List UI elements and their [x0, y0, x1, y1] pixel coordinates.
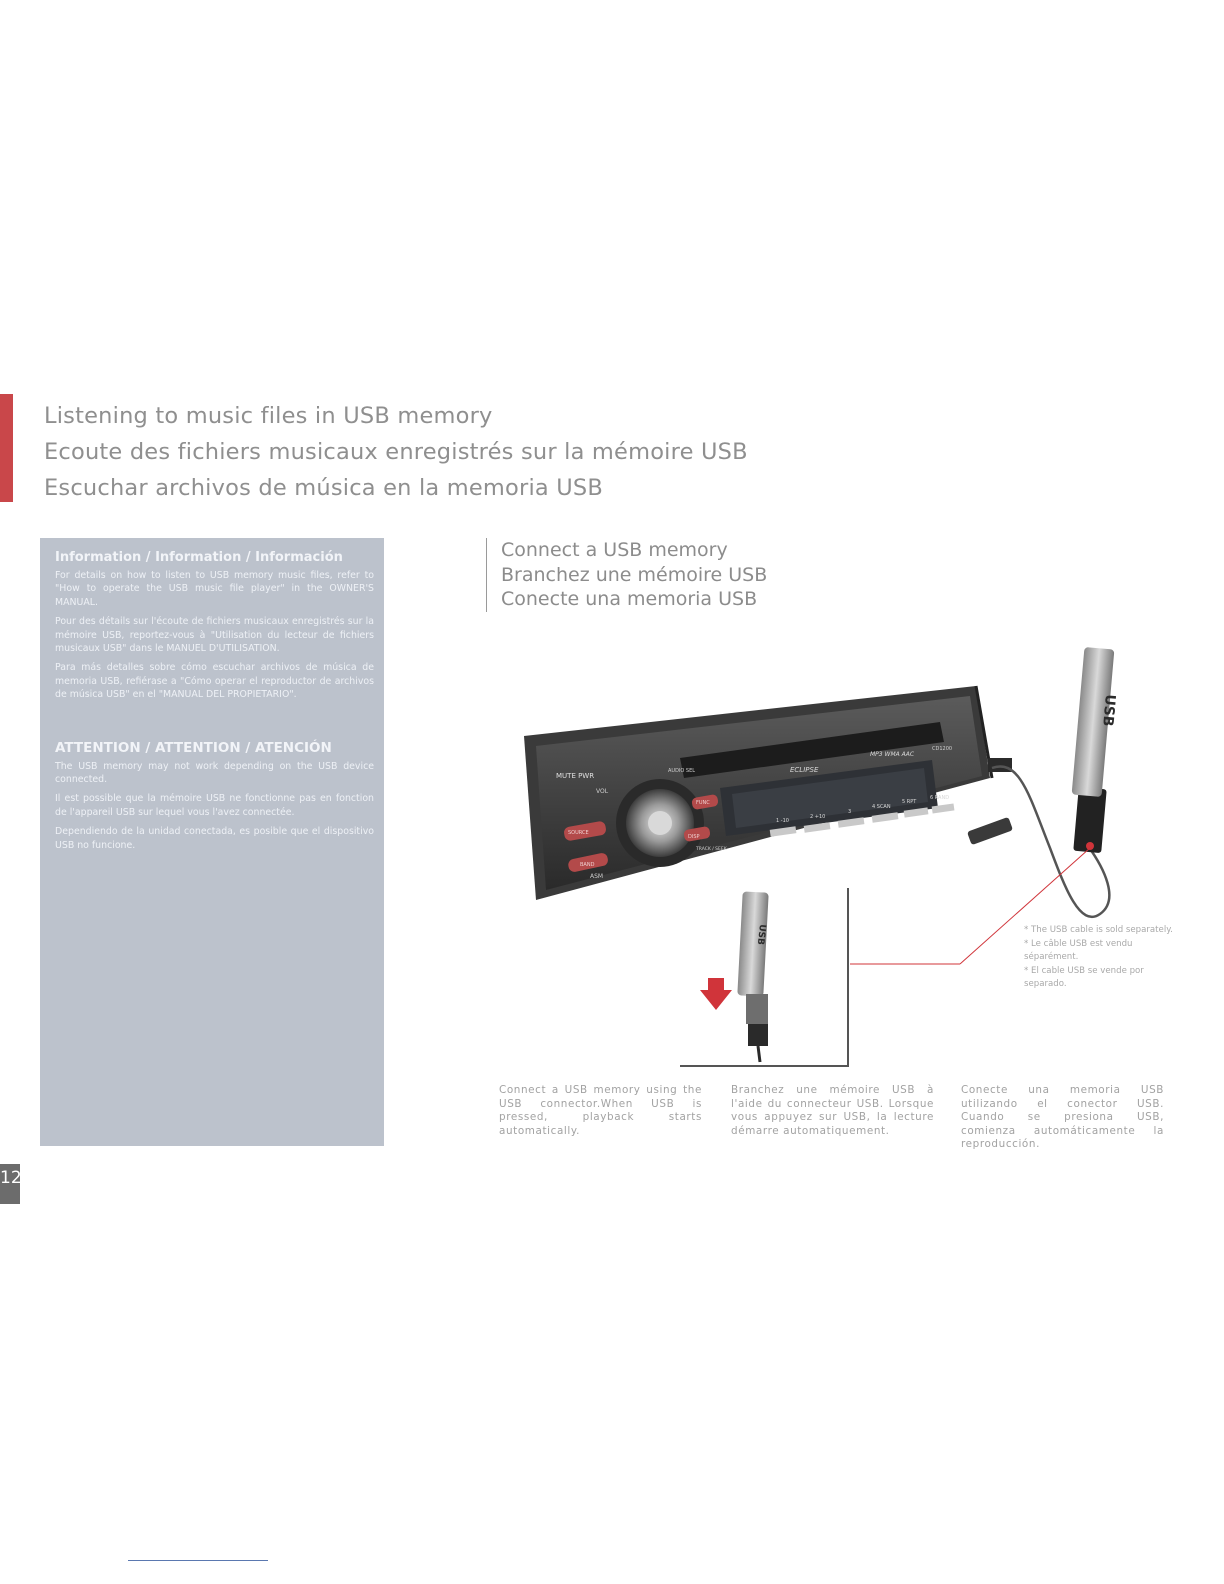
usb-connector-insertion	[737, 891, 768, 1062]
cable-note-en: * The USB cable is sold separately.	[1024, 925, 1173, 935]
information-panel	[40, 538, 384, 1146]
model-label: CD1200	[932, 746, 953, 752]
mute-pwr-label: MUTE PWR	[556, 772, 595, 780]
usb-stick-label-right: USB	[1099, 693, 1118, 728]
description-en: Connect a USB memory using the USB connector.When USB is pressed, playback starts automatically.	[499, 1084, 702, 1137]
connect-heading-en: Connect a USB memory	[501, 539, 728, 561]
information-text-es: Para más detalles sobre cómo escuchar archivos de música de memoria USB, refiérase a "Cómo operar el reproductor de archivos de música USB" en el "MANUAL DEL PROPIETARIO".	[55, 662, 374, 701]
information-text-en: For details on how to listen to USB memory music files, refer to "How to operate the USB music file player" in the OWNER'S MANUAL.	[55, 570, 374, 608]
disp-label: DISP	[688, 834, 700, 840]
cable-note-fr: * Le câble USB est vendu séparément.	[1024, 938, 1133, 963]
attention-heading: ATTENTION / ATTENTION / ATENCIÓN	[55, 739, 332, 756]
eclipse-logo: ECLIPSE	[790, 766, 819, 774]
page-title-block	[44, 398, 748, 506]
description-es: Conecte una memoria USB utilizando el conector USB. Cuando se presiona USB, comienza automáticamente la reproducción.	[961, 1084, 1164, 1151]
vol-label: VOL	[596, 788, 609, 795]
page-title-es: Escuchar archivos de música en la memoria USB	[44, 475, 604, 501]
usb-stick-label-bottom: USB	[754, 923, 767, 946]
information-text-fr: Pour des détails sur l'écoute de fichiers musicaux enregistrés sur la mémoire USB, reportez-vous à "Utilisation du lecteur de fichiers musicaux USB" dans le MANUEL D'UTILISATION.	[55, 616, 374, 655]
func-label: FUNC	[696, 800, 710, 806]
asm-label: ASM	[590, 873, 604, 880]
usb-cable-with-memory	[992, 647, 1114, 917]
page-title-en: Listening to music files in USB memory	[44, 403, 493, 429]
track-seek-label: TRACK / SEEK	[696, 847, 727, 852]
preset-4-label: 4 SCAN	[872, 804, 891, 810]
attention-text-en: The USB memory may not work depending on the USB device connected.	[55, 760, 374, 786]
car-stereo-usb-illustration	[520, 638, 1180, 1078]
preset-6-label: 6 RAND	[930, 795, 950, 801]
page-number: 12	[0, 1164, 20, 1204]
insert-arrow-icon	[700, 978, 732, 1010]
connect-heading-block	[486, 538, 767, 612]
attention-text-es: Dependiendo de la unidad conectada, es posible que el dispositivo USB no funcione.	[55, 826, 374, 851]
information-heading: Information / Information / Información	[55, 550, 343, 565]
preset-1-label: 1 -10	[776, 818, 789, 824]
attention-text-fr: Il est possible que la mémoire USB ne fonctionne pas en fonction de l'appareil USB sur lequel vous l'avez connectée.	[55, 793, 374, 818]
preset-5-label: 5 RPT	[902, 799, 917, 805]
band-label: BAND	[580, 862, 595, 868]
preset-3-label: 3	[848, 809, 852, 815]
section-accent-bar	[0, 394, 13, 502]
connect-heading-es: Conecte una memoria USB	[501, 588, 758, 610]
description-fr: Branchez une mémoire USB à l'aide du connecteur USB. Lorsque vous appuyez sur USB, la lecture démarre automatiquement.	[731, 1084, 934, 1137]
cable-notes	[1024, 924, 1174, 992]
preset-2-label: 2 +10	[810, 814, 826, 820]
audio-sel-label: AUDIO SEL	[668, 768, 696, 774]
formats-label: MP3 WMA AAC	[870, 751, 915, 758]
footer-rule	[128, 1560, 268, 1561]
source-label: SOURCE	[568, 830, 589, 836]
cable-note-es: * El cable USB se vende por separado.	[1024, 965, 1144, 990]
page-title-fr: Ecoute des fichiers musicaux enregistrés sur la mémoire USB	[44, 439, 748, 465]
connect-heading-fr: Branchez une mémoire USB	[501, 563, 768, 586]
